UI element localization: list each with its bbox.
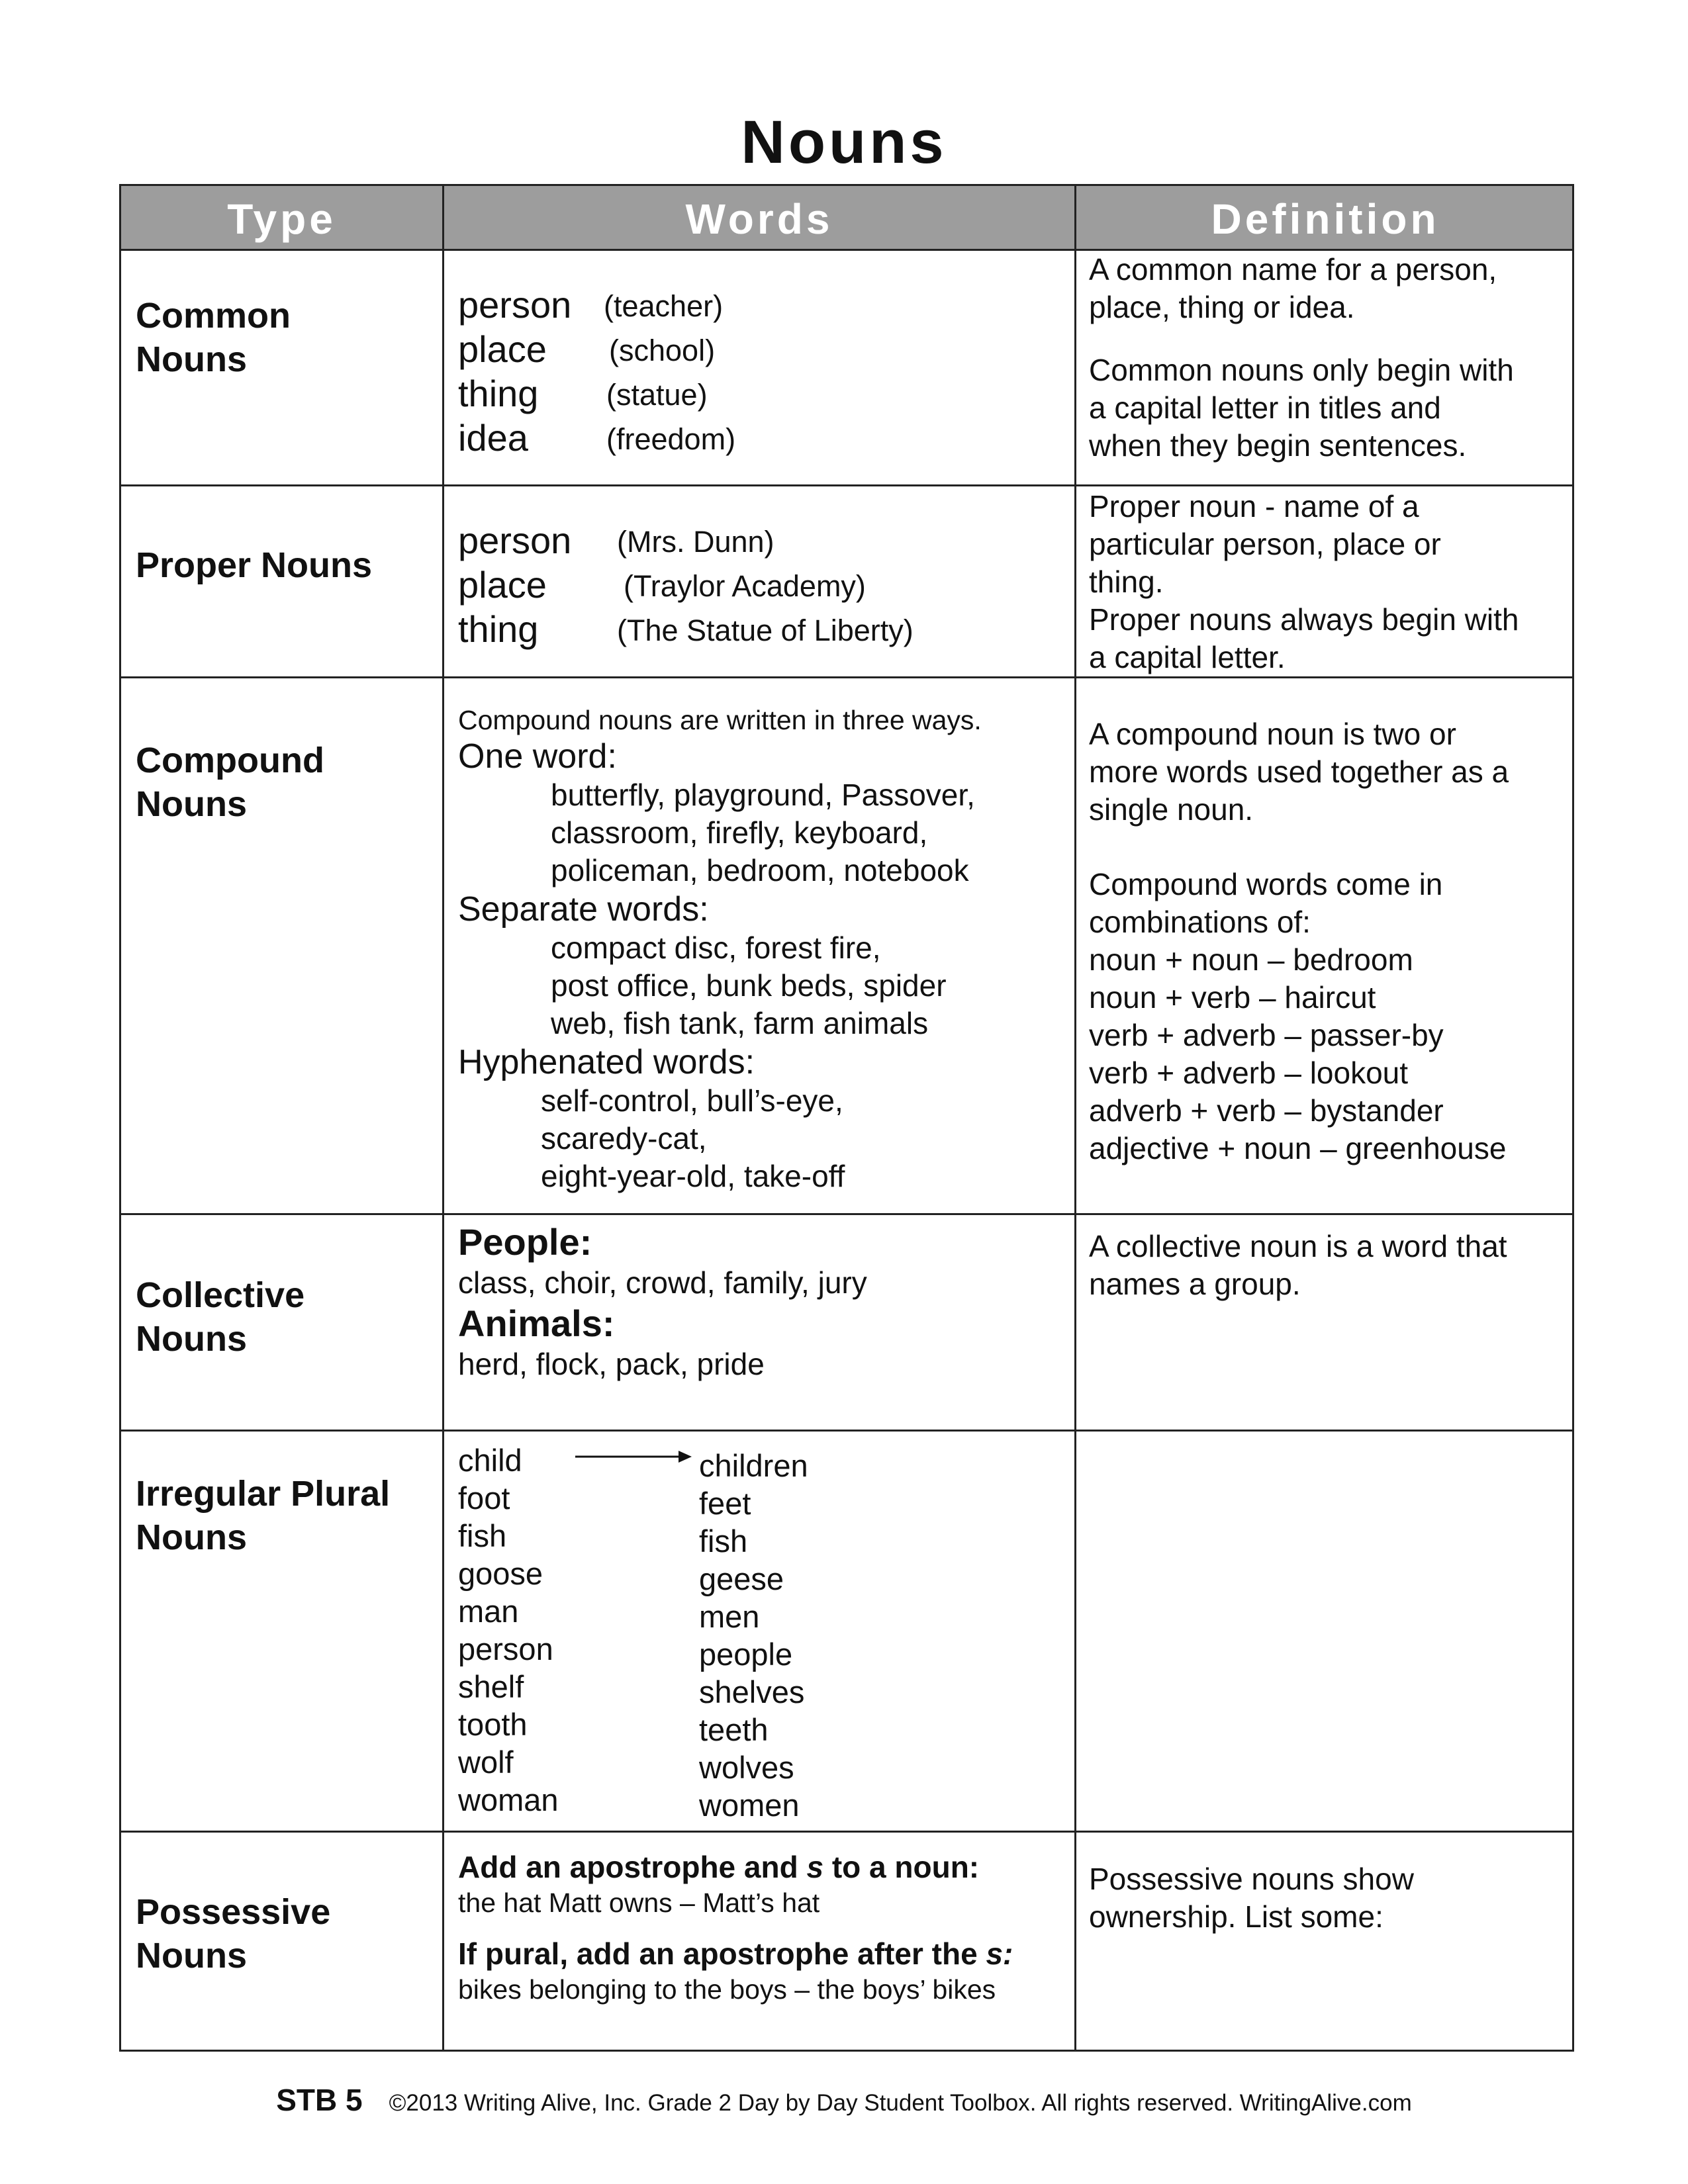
words-possessive-nouns <box>458 1848 1067 2006</box>
word-pair: person (teacher) <box>458 284 724 326</box>
header-type: Type <box>227 195 336 243</box>
words-compound-nouns <box>458 704 1067 1195</box>
words-collective-nouns <box>458 1220 1067 1383</box>
nouns-table <box>119 184 1574 2052</box>
irregular-pair: woman women <box>458 1782 800 1823</box>
type-common-nouns: Common Nouns <box>136 296 291 379</box>
row-divider <box>121 1430 1572 1432</box>
possessive-rule-singular: Add an apostrophe and s to a noun: <box>458 1850 980 1884</box>
row-divider <box>121 1213 1572 1215</box>
hyphenated-words-examples: self-control, bull’s-eye, scaredy-cat, eight-year-old, take-off <box>541 1083 845 1193</box>
animals-examples: herd, flock, pack, pride <box>458 1347 765 1381</box>
irregular-pair: fish fish <box>458 1518 748 1559</box>
separate-words-label: Separate words: <box>458 890 709 929</box>
irregular-pair: wolf wolves <box>458 1745 794 1785</box>
page-title: Nouns <box>741 109 947 176</box>
word-pair: place (school) <box>458 328 716 370</box>
irregular-pair: shelf shelves <box>458 1669 805 1709</box>
animals-label: Animals: <box>458 1302 615 1344</box>
people-label: People: <box>458 1221 592 1263</box>
page-code: STB 5 <box>276 2083 363 2117</box>
word-pair: place (Traylor Academy) <box>458 564 866 606</box>
header-words: Words <box>685 195 833 243</box>
words-irregular-plural-nouns <box>458 1441 1067 1823</box>
word-pair: thing (statue) <box>458 373 708 414</box>
type-collective-nouns: Collective Nouns <box>136 1275 305 1359</box>
hyphenated-words-label: Hyphenated words: <box>458 1043 755 1081</box>
word-pair: idea (freedom) <box>458 417 736 459</box>
row-divider <box>121 676 1572 678</box>
words-proper-nouns <box>458 518 1067 651</box>
definition-compound-nouns: A compound noun is two or more words used together as a single noun. Compound words come in combinations of: noun + noun – bedroom noun + verb – haircut verb + adverb – passer-by verb + adverb – lookout adverb + verb – bystander adjective + noun – greenhouse <box>1089 717 1509 1165</box>
irregular-pair: person people <box>458 1631 793 1672</box>
irregular-pair: goose geese <box>458 1556 784 1596</box>
type-possessive-nouns: Possessive Nouns <box>136 1892 331 1976</box>
possessive-example-singular: the hat Matt owns – Matt’s hat <box>458 1888 820 1918</box>
words-common-nouns <box>458 283 1067 460</box>
column-divider <box>442 186 444 2050</box>
definition-collective-nouns: A collective noun is a word that names a group. <box>1089 1229 1507 1301</box>
irregular-pair: man men <box>458 1594 760 1634</box>
header-definition: Definition <box>1211 195 1440 243</box>
row-divider <box>121 1831 1572 1833</box>
row-divider <box>121 484 1572 486</box>
definition-possessive-nouns: Possessive nouns show ownership. List some: <box>1089 1862 1414 1934</box>
copyright-text: ©2013 Writing Alive, Inc. Grade 2 Day by Day Student Toolbox. All rights reserved. WritingAlive.com <box>389 2090 1412 2116</box>
people-examples: class, choir, crowd, family, jury <box>458 1265 867 1300</box>
irregular-pair: child children <box>458 1443 808 1483</box>
word-pair: thing (The Statue of Liberty) <box>458 608 914 650</box>
type-proper-nouns: Proper Nouns <box>136 545 373 585</box>
irregular-pair: tooth teeth <box>458 1707 769 1747</box>
type-irregular-plural-nouns: Irregular Plural Nouns <box>136 1474 391 1557</box>
word-pair: person (Mrs. Dunn) <box>458 520 774 561</box>
definition-proper-nouns: Proper noun - name of a particular person, place or thing. Proper nouns always begin with a capital letter. <box>1089 489 1519 674</box>
column-divider <box>1074 186 1076 2050</box>
separate-words-examples: compact disc, forest fire, post office, bunk beds, spider web, fish tank, farm animals <box>551 931 947 1040</box>
type-compound-nouns: Compound Nouns <box>136 741 324 824</box>
definition-common-nouns: A common name for a person, place, thing or idea. Common nouns only begin with a capital letter in titles and when they begin sentences. <box>1089 252 1514 463</box>
one-word-label: One word: <box>458 737 617 776</box>
page-footer <box>0 2083 1688 2120</box>
table-header <box>121 186 1572 249</box>
irregular-pair: foot feet <box>458 1480 751 1521</box>
compound-intro: Compound nouns are written in three ways. <box>458 705 982 735</box>
one-word-examples: butterfly, playground, Passover, classroom, firefly, keyboard, policeman, bedroom, notebook <box>551 778 975 887</box>
possessive-example-plural: bikes belonging to the boys – the boys’ bikes <box>458 1974 996 2005</box>
possessive-rule-plural: If pural, add an apostrophe after the s: <box>458 1936 1013 1971</box>
